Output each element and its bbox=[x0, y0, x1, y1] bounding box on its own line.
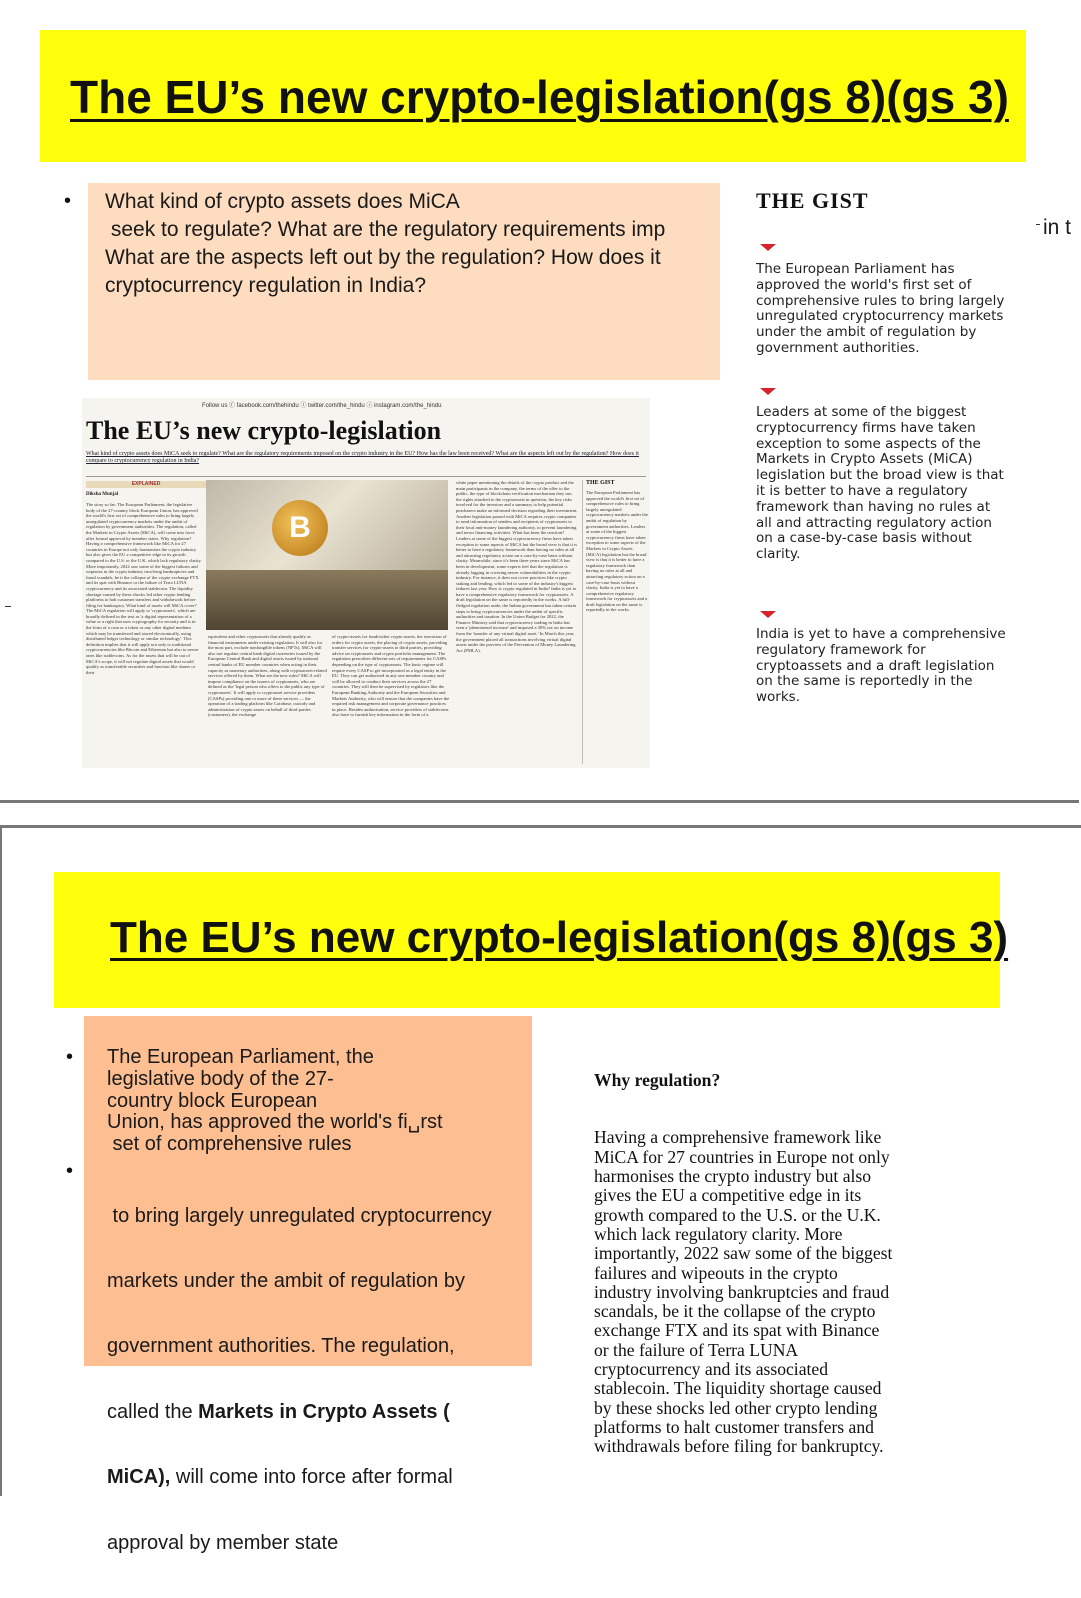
gist-arrow-icon bbox=[760, 244, 776, 251]
questions-text: What kind of crypto assets does MiCA seek to regulate? What are the regulatory requirements imp What are the aspects left out by the regulation? How does it cryptocurrency regulation in India? bbox=[105, 190, 666, 297]
why-regulation-heading: Why regulation? bbox=[594, 1069, 721, 1090]
gist-point-2: Leaders at some of the biggest cryptocurrency firms have taken exception to some aspects of the Markets in Crypto Assets (MiCA) legislation but the broad view is that it is better to have a regulatory framework than having no rules at all and attracting regulatory action on a case-by-case basis without clarity. bbox=[756, 404, 1004, 563]
summary-paragraph-1: The European Parliament, the legislative body of the 27- country block European Union, has approved the world's fi␣rst set of comprehensive rules bbox=[107, 1046, 443, 1156]
gist-arrow-icon bbox=[760, 611, 776, 618]
slide-2 bbox=[0, 825, 1081, 1554]
slide-title: The EU’s new crypto-legislation(gs 8)(gs 3) bbox=[110, 913, 1009, 962]
mica-name-bold: Markets in Crypto Assets ( bbox=[198, 1400, 450, 1423]
column-4: white paper mentioning the details of the crypto product and the main participants in the company, the terms of the offer to the public, the type of blockchain verification mechanism they use, the rights attached to the cryptoassets in question, the key risks involved for the investors and a summary to help potential purchasers make an informed decision regarding their investment. Another legislation passed with MiCA requires crypto companies to send information of senders and recipients of cryptoassets to their local anti-money laundering authority, to prevent laundering and terror financing activities. What has been the reaction? Leaders at some of the biggest cryptocurrency firms have taken exception to some aspects of MiCA but the broad view is that it is better to have a regulatory framework than having no rules at all and attracting regulatory action on a case-by-case basis without clarity. Meanwhile, since it's been three years since MiCA has been in development, some experts feel that the regulation is already lagging in covering newer vulnerabilities in the crypto industry. For instance, it does not cover practices like crypto staking and lending, which led to some of the industry's biggest failures last year. How is crypto regulated in India? India is yet to have a comprehensive regulatory framework for cryptoassets. A draft legislation on the same is reportedly in the works. A full-fledged regulation aside, the Indian government has taken certain steps to bring cryptocurrencies under the ambit of specific authorities and taxation. In the Union Budget for 2022, the Finance Ministry said that cryptocurrency trading in India has seen a 'phenomenal increase' and imposed a 30% tax on income from the 'transfer of any virtual digital asset.' In March this year, the government placed all transactions involving virtual digital assets under the purview of the Prevention of Money Laundering Act (PMLA). bbox=[456, 480, 578, 653]
column-divider bbox=[582, 480, 583, 764]
para2-called: called the bbox=[107, 1400, 199, 1423]
column-2: equivalent and other cryptoassets that already qualify as financial instruments under existing regulation. It will also for the most part, exclude nonfungible tokens (NFTs). MiCA will also not regulate central bank digital currencies issued by the European Central Bank and digital assets issued by national central banks of EU member countries when acting in their capacity as monetary authorities, along with cryptoassets-related services offered by them. What are the new rules? MiCA will impose compliance on the issuers of cryptoassets, who are defined as the 'legal person who offers to the public any type of cryptoassets'. It will apply to cryptoasset service providers (CASPs) providing one or more of these services — the operation of a trading platform like Coinbase, custody and administration of crypto assets on behalf of third parties (customers), the exchange bbox=[208, 634, 327, 718]
para2-line2: markets under the ambit of regulation by bbox=[107, 1269, 465, 1292]
para2-line1: to bring largely unregulated cryptocurrency bbox=[107, 1204, 492, 1227]
gist-arrow-icon bbox=[760, 388, 776, 395]
rule bbox=[86, 476, 646, 477]
summary-paragraph-2 bbox=[107, 1162, 492, 1598]
slide-title: The EU’s new crypto-legislation(gs 8)(gs 3) bbox=[70, 71, 1009, 123]
overflow-mark bbox=[1036, 224, 1040, 225]
bullet: • bbox=[64, 190, 72, 212]
para2-line3: government authorities. The regulation, bbox=[107, 1335, 455, 1358]
para2-rest1: will come into force after formal bbox=[170, 1466, 453, 1489]
newspaper-clipping bbox=[82, 398, 650, 768]
mini-gist-title: THE GIST bbox=[586, 480, 615, 486]
explained-tag: EXPLAINED bbox=[86, 481, 206, 488]
follow-line: Follow us ⓕ facebook.com/thehindu ⓣ twitter.com/the_hindu ⓘ instagram.com/the_hindu bbox=[202, 403, 442, 409]
para2-line6: approval by member state bbox=[107, 1531, 339, 1554]
bitcoin-photo bbox=[206, 480, 448, 630]
gist-box bbox=[736, 176, 1034, 768]
gist-point-1: The European Parliament has approved the world's first set of comprehensive rules to bring largely unregulated cryptocurrency markets under the ambit of regulation by government authorities. bbox=[756, 261, 1005, 356]
overflow-text-fragment: in t bbox=[1043, 216, 1072, 239]
why-regulation-text bbox=[594, 1032, 892, 1495]
byline: Diksha Munjal bbox=[86, 492, 119, 497]
gist-title: THE GIST bbox=[756, 188, 869, 213]
bitcoin-coin: B bbox=[272, 500, 328, 556]
edge-tick bbox=[5, 606, 11, 607]
clipping-subhead: What kind of crypto assets does MiCA seek to regulate? What are the regulatory requirements imposed on the crypto industry in the EU? How has the law been received? What are the aspects left out by the regulation? How does it compare to cryptocurrency regulation in India? bbox=[86, 451, 639, 464]
column-1: The story so far: The European Parliament, the legislative body of the 27-country block European Union, has approved the world's first set of comprehensive rules to bring largely unregulated cryptocurrency markets under the ambit of regulation by government authorities. The regulation, called the Markets in Crypto Assets (MiCA), will come into force after formal approval by member states. Why regulation? Having a comprehensive framework like MiCA for 27 countries in Europe not only harmonises the crypto industry but also gives the EU a competitive edge in its growth compared to the U.S. or the U.K. which lack regulatory clarity. More importantly, 2022 saw some of the biggest failures and wipeouts in the crypto industry involving bankruptcies and fraud scandals, be it the collapse of the crypto exchange FTX and its spat with Binance or the failure of Terra LUNA cryptocurrency and its associated stablecoin. The liquidity shortage caused by these shocks led other crypto lending platforms to halt customer transfers and withdrawals before filing for bankruptcy. What kind of assets will MiCA cover? The MiCA regulation will apply to 'cryptoassets', which are broadly defined in the text as 'a digital representation of a value or a right that uses cryptography for security and is in the form of a coin or a token or any other digital medium which may be transferred and stored electronically, using distributed ledger technology or similar technology'. This definition implies that it will apply not only to traditional cryptocurrencies like Bitcoin and Ethereum but also to newer ones like stablecoins. As for the assets that will be out of MiCA's scope, it will not regulate digital assets that would qualify as transferable securities and function like shares or their bbox=[86, 502, 202, 675]
why-regulation-body: Having a comprehensive framework like MiCA for 27 countries in Europe not only harmonises the crypto industry but also gives the EU a competitive edge in its growth compared to the U.S. or the U.K. which lack regulatory clarity. More importantly, 2022 saw some of the biggest failures and wipeouts in the crypto industry involving bankruptcies and fraud scandals, be it the collapse of the crypto exchange FTX and its spat with Binance or the failure of Terra LUNA cryptocurrency and its associated stablecoin. The liquidity shortage caused by these shocks led other crypto lending platforms to halt customer transfers and withdrawals before filing for bankruptcy. bbox=[594, 1127, 893, 1457]
bullet: • bbox=[66, 1160, 74, 1182]
slide-gap bbox=[0, 803, 1079, 825]
column-3: of crypto-assets for funds/other crypto-assets, the execution of orders for crypto assets, the placing of crypto assets, providing transfer services for crypto-assets to third parties, providing advice on cryptoassets and crypto portfolio management. The regulation prescribes different sets of requirements for CASPs depending on the type of cryptoassets. The basic regime will require every CASP to get incorporated as a legal entity in the EU. They can get authorised in any one member country and will be allowed to conduct their services across the 27 countries. They will then be supervised by regulators like the European Banking Authority and the European Securities and Markets Authority, who will ensure that the companies have the required risk management and corporate governance practices in place. Besides authorisation, service providers of stablecoins also have to furnish key information in the form of a bbox=[332, 634, 450, 718]
para2-line4 bbox=[107, 1402, 492, 1424]
mica-abbrev-bold: MiCA), bbox=[107, 1466, 171, 1489]
gist-point-3: India is yet to have a comprehensive regulatory framework for cryptoassets and a draft legislation on the same is reportedly in the works. bbox=[756, 626, 1006, 706]
photo-shadow bbox=[206, 570, 448, 630]
para2-line5 bbox=[107, 1467, 492, 1489]
bullet: • bbox=[66, 1046, 74, 1068]
column-5: The European Parliament has approved the world's first set of comprehensive rules to bring largely unregulated cryptocurrency markets under the ambit of regulation by government authorities. Leaders at some of the biggest cryptocurrency firms have taken exception to some aspects of the Markets in Crypto Assets (MiCA) legislation but the broad view is that it is better to have a regulatory framework than having no rules at all and attracting regulatory action on a case-by-case basis without clarity. India is yet to have a comprehensive regulatory framework for cryptoassets and a draft legislation on the same is reportedly in the works. bbox=[586, 490, 648, 613]
clipping-headline: The EU’s new crypto-legislation bbox=[86, 416, 442, 445]
